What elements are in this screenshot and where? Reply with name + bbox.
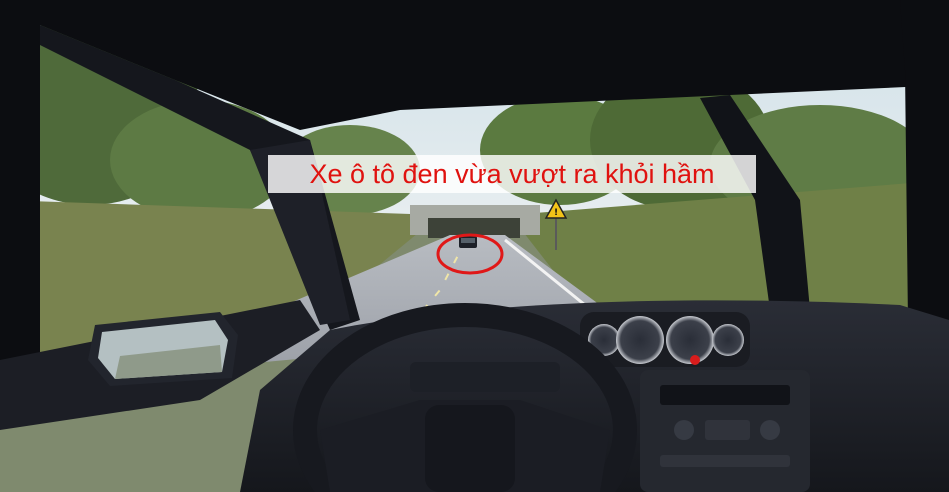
svg-text:!: !	[553, 208, 559, 218]
caption-label: Xe ô tô đen vừa vượt ra khỏi hầm	[268, 155, 756, 193]
tunnel	[410, 205, 540, 238]
center-console	[640, 370, 810, 492]
black-car	[459, 236, 477, 248]
